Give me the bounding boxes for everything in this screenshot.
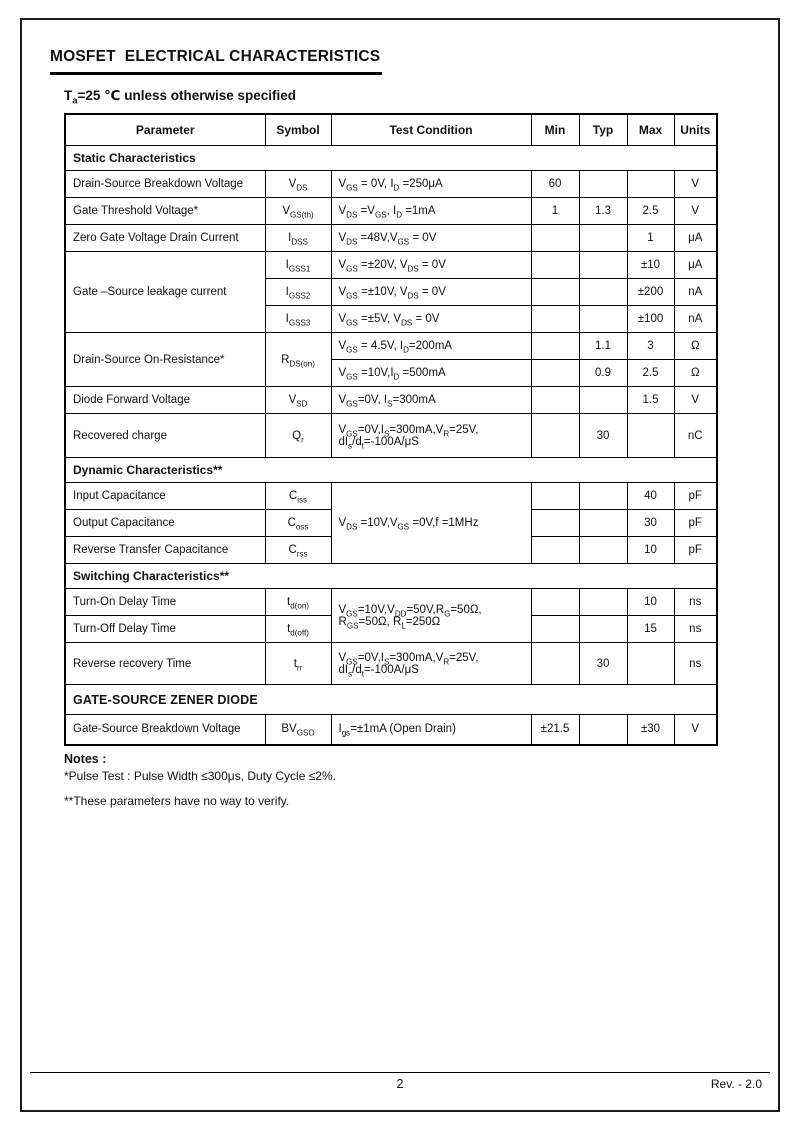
table-cell: Recovered charge	[65, 414, 265, 458]
table-row	[65, 333, 717, 360]
table-cell: $I_{GSS1}$	[265, 252, 331, 279]
table-cell: Turn-Off Delay Time	[65, 616, 265, 643]
table-cell: ±100	[627, 306, 674, 333]
section-label: Static Characteristics	[65, 146, 717, 171]
table-cell: ±21.5	[531, 715, 579, 745]
table-cell	[579, 306, 627, 333]
table-cell: 15	[627, 616, 674, 643]
subtitle: $T_a=25$ ℃ unless otherwise specified	[64, 88, 297, 107]
table-cell: μA	[674, 225, 717, 252]
section-label: Dynamic Characteristics**	[65, 458, 717, 483]
table-cell: $V_{DS} =V_{GS}$, $I_D =1mA$	[331, 198, 531, 225]
note-item-pulse-test: *Pulse Test : Pulse Width ≤300μs, Duty Cycle ≤2%.	[64, 768, 336, 783]
table-cell	[531, 225, 579, 252]
table-cell	[627, 171, 674, 198]
table-cell: 2.5	[627, 198, 674, 225]
column-header-units: Units	[674, 114, 717, 146]
table-cell: pF	[674, 483, 717, 510]
table-cell: V	[674, 198, 717, 225]
table-cell: $V_{GS} = 4.5V$, $I_D=200mA$	[331, 333, 531, 360]
table-cell	[627, 643, 674, 685]
table-cell: 1	[531, 198, 579, 225]
table-cell: Reverse recovery Time	[65, 643, 265, 685]
table-cell: $t_{d(on)}$	[265, 589, 331, 616]
table-cell: V	[674, 387, 717, 414]
table-row	[65, 715, 717, 745]
table-cell	[531, 333, 579, 360]
column-header-parameter: Parameter	[65, 114, 265, 146]
table-cell: $V_{GS}=0V$, $I_S=300mA$	[331, 387, 531, 414]
table-cell: $BV_{GSO}$	[265, 715, 331, 745]
table-cell: Turn-On Delay Time	[65, 589, 265, 616]
table-cell: $V_{DS} =48V,V_{GS} = 0V$	[331, 225, 531, 252]
table-row	[65, 198, 717, 225]
table-cell: Drain-Source On-Resistance*	[65, 333, 265, 387]
section-row	[65, 146, 717, 171]
table-cell: Gate –Source leakage current	[65, 252, 265, 333]
table-cell: 0.9	[579, 360, 627, 387]
table-cell: $Q_r$	[265, 414, 331, 458]
table-cell: Input Capacitance	[65, 483, 265, 510]
table-header-row	[65, 114, 717, 146]
table-cell: $t_{d(off)}$	[265, 616, 331, 643]
table-cell: $V_{DS} =10V,V_{GS} =0V,f =1MHz$	[331, 483, 531, 564]
table-cell: 40	[627, 483, 674, 510]
table-cell	[531, 483, 579, 510]
table-cell: Gate-Source Breakdown Voltage	[65, 715, 265, 745]
table-row	[65, 414, 717, 458]
note-item-verify: **These parameters have no way to verify.	[64, 793, 290, 808]
table-cell: ±30	[627, 715, 674, 745]
table-cell: ns	[674, 643, 717, 685]
page-content	[50, 48, 716, 808]
table-cell	[579, 279, 627, 306]
notes-heading: Notes :	[64, 751, 107, 766]
footer-divider	[30, 1072, 770, 1073]
table-cell: Drain-Source Breakdown Voltage	[65, 171, 265, 198]
table-cell: $V_{DS}$	[265, 171, 331, 198]
table-cell: $C_{oss}$	[265, 510, 331, 537]
section-row	[65, 458, 717, 483]
table-cell: $V_{GS} =10V,I_D =500mA$	[331, 360, 531, 387]
table-cell: $V_{GS} = 0V$, $I_D =250\mu A$	[331, 171, 531, 198]
table-row	[65, 252, 717, 279]
table-body	[65, 146, 717, 745]
table-cell	[579, 537, 627, 564]
table-cell	[579, 225, 627, 252]
column-header-typ: Typ	[579, 114, 627, 146]
section-label: Switching Characteristics**	[65, 564, 717, 589]
table-cell: V	[674, 715, 717, 745]
table-cell	[531, 252, 579, 279]
section-row	[65, 685, 717, 715]
table-cell	[531, 643, 579, 685]
table-cell: 3	[627, 333, 674, 360]
table-cell: $I_{DSS}$	[265, 225, 331, 252]
table-cell: $R_{DS(on)}$	[265, 333, 331, 387]
table-cell: pF	[674, 510, 717, 537]
table-cell: ±10	[627, 252, 674, 279]
table-cell: $V_{GS(th)}$	[265, 198, 331, 225]
table-cell: nA	[674, 279, 717, 306]
table-cell: $t_{rr}$	[265, 643, 331, 685]
table-cell	[531, 387, 579, 414]
table-cell	[531, 306, 579, 333]
table-cell: 10	[627, 537, 674, 564]
table-cell: $I_{GSS2}$	[265, 279, 331, 306]
table-row	[65, 483, 717, 510]
table-cell: $V_{SD}$	[265, 387, 331, 414]
table-cell: Reverse Transfer Capacitance	[65, 537, 265, 564]
table-cell: $V_{GS} =\pm 20V$, $V_{DS} = 0V$	[331, 252, 531, 279]
table-cell: ns	[674, 589, 717, 616]
table-cell: 1.5	[627, 387, 674, 414]
table-cell	[579, 171, 627, 198]
table-cell: Zero Gate Voltage Drain Current	[65, 225, 265, 252]
section-row	[65, 564, 717, 589]
table-cell: 1.1	[579, 333, 627, 360]
page-number: 2	[396, 1077, 404, 1091]
table-cell: 30	[579, 414, 627, 458]
column-header-symbol: Symbol	[265, 114, 331, 146]
table-cell: 2.5	[627, 360, 674, 387]
table-cell: 10	[627, 589, 674, 616]
table-cell: 60	[531, 171, 579, 198]
page-title: MOSFET ELECTRICAL CHARACTERISTICS	[50, 48, 382, 75]
column-header-test-condition: Test Condition	[331, 114, 531, 146]
table-cell: μA	[674, 252, 717, 279]
table-cell	[531, 589, 579, 616]
table-cell: Output Capacitance	[65, 510, 265, 537]
table-cell: 30	[627, 510, 674, 537]
table-cell	[531, 360, 579, 387]
table-row	[65, 387, 717, 414]
table-cell: $I_{GSS3}$	[265, 306, 331, 333]
table-cell	[579, 252, 627, 279]
table-cell: nA	[674, 306, 717, 333]
table-row	[65, 589, 717, 616]
table-row	[65, 225, 717, 252]
table-row	[65, 643, 717, 685]
table-cell	[531, 616, 579, 643]
table-cell	[531, 510, 579, 537]
table-cell: $V_{GS} =\pm 5V$, $V_{DS} = 0V$	[331, 306, 531, 333]
table-cell: V	[674, 171, 717, 198]
table-cell: $C_{iss}$	[265, 483, 331, 510]
table-cell: Diode Forward Voltage	[65, 387, 265, 414]
table-cell: $V_{GS}=0V,I_S=300mA,V_R=25V$, $dI_s/d_t=-100A/\mu S$	[331, 643, 531, 685]
table-cell: $I_{gs}=\pm 1mA$ (Open Drain)	[331, 715, 531, 745]
table-cell: ±200	[627, 279, 674, 306]
column-header-min: Min	[531, 114, 579, 146]
table-cell: $V_{GS}=0V,I_S=300mA,V_R=25V$, $dI_s/d_t=-100A/\mu S$	[331, 414, 531, 458]
table-cell: ns	[674, 616, 717, 643]
column-header-max: Max	[627, 114, 674, 146]
table-cell: pF	[674, 537, 717, 564]
table-cell: 30	[579, 643, 627, 685]
table-cell: $C_{rss}$	[265, 537, 331, 564]
characteristics-table	[64, 113, 718, 746]
table-cell	[579, 616, 627, 643]
table-cell	[579, 483, 627, 510]
table-cell: Ω	[674, 360, 717, 387]
table-cell	[579, 510, 627, 537]
table-cell: Gate Threshold Voltage*	[65, 198, 265, 225]
table-cell: 1.3	[579, 198, 627, 225]
section-label: GATE-SOURCE ZENER DIODE	[65, 685, 717, 715]
table-cell: 1	[627, 225, 674, 252]
table-cell: Ω	[674, 333, 717, 360]
table-cell	[579, 589, 627, 616]
table-row	[65, 171, 717, 198]
revision-label: Rev. - 2.0	[710, 1077, 762, 1091]
table-cell: $V_{GS}=10V,V_{DD}=50V,R_G=50\Omega$, $R_{GS}=50\Omega$, $R_L=250\Omega$	[331, 589, 531, 643]
table-cell: $V_{GS} =\pm 10V$, $V_{DS} = 0V$	[331, 279, 531, 306]
table-cell	[579, 387, 627, 414]
table-cell	[531, 537, 579, 564]
table-cell	[531, 414, 579, 458]
notes-section	[64, 752, 716, 808]
table-cell	[531, 279, 579, 306]
table-cell	[627, 414, 674, 458]
table-cell	[579, 715, 627, 745]
table-cell: nC	[674, 414, 717, 458]
